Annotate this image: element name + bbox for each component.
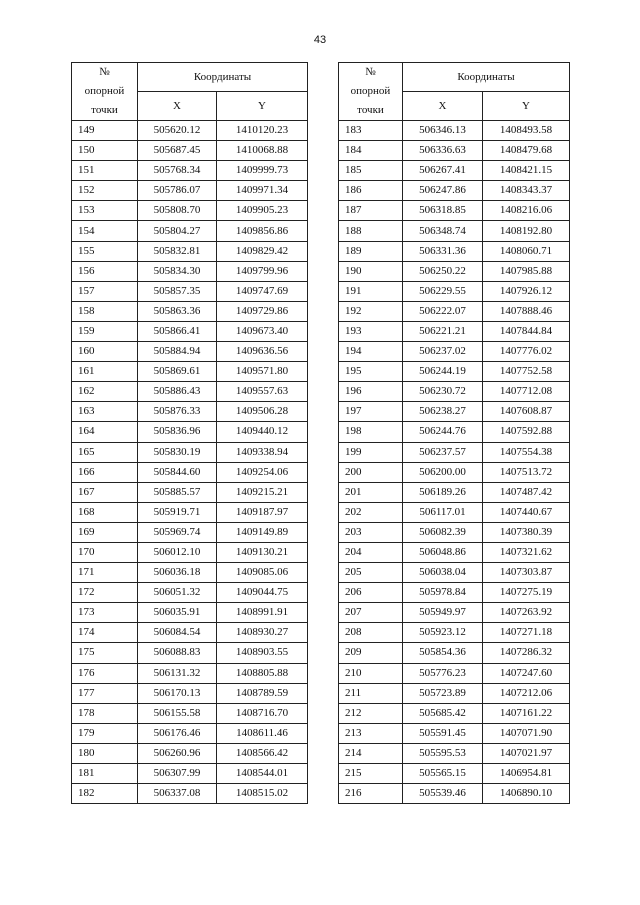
table-row — [339, 643, 570, 663]
x-coordinate-cell: 506348.74 — [403, 221, 483, 241]
y-coordinate-cell: 1407275.19 — [483, 583, 570, 603]
table-row — [72, 583, 308, 603]
x-coordinate-cell: 506012.10 — [138, 542, 217, 562]
table-row — [72, 723, 308, 743]
y-coordinate-cell: 1407487.42 — [483, 482, 570, 502]
y-coordinate-cell: 1409506.28 — [217, 402, 308, 422]
point-number-cell: 155 — [72, 241, 138, 261]
point-number-cell: 167 — [72, 482, 138, 502]
x-coordinate-cell: 505844.60 — [138, 462, 217, 482]
y-coordinate-cell: 1407303.87 — [483, 563, 570, 583]
x-coordinate-cell: 506346.13 — [403, 121, 483, 141]
x-coordinate-cell: 506035.91 — [138, 603, 217, 623]
point-number-cell: 180 — [72, 743, 138, 763]
point-number-cell: 182 — [72, 784, 138, 804]
point-number-header: № опорной точки — [72, 63, 138, 121]
x-coordinate-cell: 506082.39 — [403, 522, 483, 542]
point-number-cell: 169 — [72, 522, 138, 542]
table-row — [72, 563, 308, 583]
table-row — [72, 522, 308, 542]
point-number-cell: 207 — [339, 603, 403, 623]
y-coordinate-cell: 1408493.58 — [483, 121, 570, 141]
x-coordinate-cell: 505776.23 — [403, 663, 483, 683]
x-coordinate-cell: 505595.53 — [403, 743, 483, 763]
point-number-cell: 153 — [72, 201, 138, 221]
point-number-cell: 162 — [72, 382, 138, 402]
y-coordinate-cell: 1409149.89 — [217, 522, 308, 542]
table-row — [339, 362, 570, 382]
y-coordinate-cell: 1409799.96 — [217, 261, 308, 281]
table-row — [72, 663, 308, 683]
y-coordinate-cell: 1409085.06 — [217, 563, 308, 583]
point-number-cell: 152 — [72, 181, 138, 201]
point-number-cell: 159 — [72, 321, 138, 341]
table-row — [339, 261, 570, 281]
x-coordinate-cell: 506200.00 — [403, 462, 483, 482]
y-coordinate-cell: 1408789.59 — [217, 683, 308, 703]
y-coordinate-cell: 1407926.12 — [483, 281, 570, 301]
point-number-cell: 176 — [72, 663, 138, 683]
table-row — [72, 121, 308, 141]
y-coordinate-cell: 1409215.21 — [217, 482, 308, 502]
point-number-cell: 188 — [339, 221, 403, 241]
table-row — [72, 683, 308, 703]
y-coordinate-cell: 1409187.97 — [217, 502, 308, 522]
table-row — [72, 321, 308, 341]
table-row — [339, 321, 570, 341]
y-coordinate-cell: 1407776.02 — [483, 342, 570, 362]
point-number-cell: 172 — [72, 583, 138, 603]
y-coordinate-cell: 1407286.32 — [483, 643, 570, 663]
y-coordinate-cell: 1409557.63 — [217, 382, 308, 402]
x-coordinate-cell: 505854.36 — [403, 643, 483, 663]
x-coordinate-cell: 505768.34 — [138, 161, 217, 181]
point-number-cell: 192 — [339, 301, 403, 321]
x-coordinate-cell: 506048.86 — [403, 542, 483, 562]
table-row — [339, 482, 570, 502]
point-number-cell: 200 — [339, 462, 403, 482]
table-row — [339, 462, 570, 482]
table-row — [339, 382, 570, 402]
point-number-cell: 163 — [72, 402, 138, 422]
table-row — [72, 482, 308, 502]
point-number-cell: 189 — [339, 241, 403, 261]
table-row — [339, 623, 570, 643]
x-coordinate-cell: 506221.21 — [403, 321, 483, 341]
table-body-right — [339, 121, 570, 804]
y-coordinate-cell: 1409636.56 — [217, 342, 308, 362]
y-coordinate-cell: 1409044.75 — [217, 583, 308, 603]
y-coordinate-cell: 1407321.62 — [483, 542, 570, 562]
coordinates-header: Координаты — [403, 63, 570, 92]
point-number-cell: 199 — [339, 442, 403, 462]
y-coordinate-cell: 1408611.46 — [217, 723, 308, 743]
point-number-cell: 174 — [72, 623, 138, 643]
table-row — [72, 542, 308, 562]
x-coordinate-cell: 505869.61 — [138, 362, 217, 382]
table-row — [339, 181, 570, 201]
point-number-cell: 154 — [72, 221, 138, 241]
y-coordinate-cell: 1407592.88 — [483, 422, 570, 442]
table-row — [72, 764, 308, 784]
x-coordinate-cell: 506084.54 — [138, 623, 217, 643]
table-row — [72, 603, 308, 623]
table-row — [339, 522, 570, 542]
table-row — [72, 241, 308, 261]
x-coordinate-cell: 505857.35 — [138, 281, 217, 301]
y-coordinate-cell: 1408544.01 — [217, 764, 308, 784]
point-number-cell: 178 — [72, 703, 138, 723]
x-coordinate-cell: 506267.41 — [403, 161, 483, 181]
table-row — [339, 141, 570, 161]
table-row — [339, 723, 570, 743]
table-row — [72, 161, 308, 181]
table-row — [72, 301, 308, 321]
point-number-cell: 186 — [339, 181, 403, 201]
x-coordinate-cell: 506244.19 — [403, 362, 483, 382]
x-coordinate-cell: 505885.57 — [138, 482, 217, 502]
x-coordinate-cell: 505723.89 — [403, 683, 483, 703]
y-coordinate-cell: 1407608.87 — [483, 402, 570, 422]
table-row — [339, 241, 570, 261]
x-coordinate-cell: 505834.30 — [138, 261, 217, 281]
point-number-cell: 164 — [72, 422, 138, 442]
x-coordinate-cell: 505804.27 — [138, 221, 217, 241]
y-coordinate-cell: 1409905.23 — [217, 201, 308, 221]
x-coordinate-cell: 506170.13 — [138, 683, 217, 703]
y-coordinate-cell: 1407380.39 — [483, 522, 570, 542]
point-number-cell: 161 — [72, 362, 138, 382]
x-coordinate-cell: 506229.55 — [403, 281, 483, 301]
point-number-cell: 193 — [339, 321, 403, 341]
x-coordinate-cell: 506247.86 — [403, 181, 483, 201]
y-coordinate-cell: 1410068.88 — [217, 141, 308, 161]
table-row — [72, 261, 308, 281]
x-coordinate-cell: 505539.46 — [403, 784, 483, 804]
x-coordinate-cell: 506222.07 — [403, 301, 483, 321]
y-coordinate-cell: 1409673.40 — [217, 321, 308, 341]
table-row — [72, 623, 308, 643]
table-row — [339, 221, 570, 241]
y-coordinate-cell: 1408421.15 — [483, 161, 570, 181]
point-number-cell: 211 — [339, 683, 403, 703]
y-coordinate-cell: 1407712.08 — [483, 382, 570, 402]
x-coordinate-cell: 506318.85 — [403, 201, 483, 221]
y-coordinate-cell: 1410120.23 — [217, 121, 308, 141]
x-coordinate-cell: 506237.02 — [403, 342, 483, 362]
table-row — [72, 382, 308, 402]
table-row — [339, 301, 570, 321]
y-coordinate-cell: 1408060.71 — [483, 241, 570, 261]
x-coordinate-cell: 505687.45 — [138, 141, 217, 161]
x-coordinate-cell: 506230.72 — [403, 382, 483, 402]
point-number-cell: 183 — [339, 121, 403, 141]
point-number-cell: 205 — [339, 563, 403, 583]
table-row — [339, 784, 570, 804]
x-coordinate-cell: 505919.71 — [138, 502, 217, 522]
point-number-cell: 214 — [339, 743, 403, 763]
x-coordinate-cell: 506189.26 — [403, 482, 483, 502]
table-row — [72, 221, 308, 241]
point-number-cell: 170 — [72, 542, 138, 562]
x-coordinate-cell: 505884.94 — [138, 342, 217, 362]
coordinates-table-right — [338, 62, 570, 804]
y-coordinate-cell: 1409971.34 — [217, 181, 308, 201]
table-row — [72, 422, 308, 442]
point-number-cell: 202 — [339, 502, 403, 522]
x-coordinate-cell: 506117.01 — [403, 502, 483, 522]
table-row — [72, 703, 308, 723]
x-coordinate-cell: 506337.08 — [138, 784, 217, 804]
x-coordinate-cell: 506331.36 — [403, 241, 483, 261]
point-number-cell: 208 — [339, 623, 403, 643]
table-row — [72, 743, 308, 763]
table-row — [72, 342, 308, 362]
y-coordinate-cell: 1409254.06 — [217, 462, 308, 482]
x-coordinate-cell: 506088.83 — [138, 643, 217, 663]
x-coordinate-cell: 505969.74 — [138, 522, 217, 542]
y-coordinate-cell: 1407888.46 — [483, 301, 570, 321]
y-coordinate-cell: 1407752.58 — [483, 362, 570, 382]
y-coordinate-cell: 1407440.67 — [483, 502, 570, 522]
y-coordinate-cell: 1409856.86 — [217, 221, 308, 241]
point-number-cell: 187 — [339, 201, 403, 221]
y-coordinate-cell: 1409338.94 — [217, 442, 308, 462]
point-number-cell: 196 — [339, 382, 403, 402]
y-coordinate-cell: 1408805.88 — [217, 663, 308, 683]
point-number-cell: 184 — [339, 141, 403, 161]
x-coordinate-cell: 506176.46 — [138, 723, 217, 743]
point-number-cell: 160 — [72, 342, 138, 362]
point-number-cell: 156 — [72, 261, 138, 281]
x-coordinate-cell: 506336.63 — [403, 141, 483, 161]
y-coordinate-cell: 1407212.06 — [483, 683, 570, 703]
point-number-cell: 190 — [339, 261, 403, 281]
table-row — [339, 542, 570, 562]
y-coordinate-cell: 1407844.84 — [483, 321, 570, 341]
point-number-cell: 166 — [72, 462, 138, 482]
point-number-cell: 175 — [72, 643, 138, 663]
y-coordinate-cell: 1407247.60 — [483, 663, 570, 683]
table-row — [339, 422, 570, 442]
y-coordinate-cell: 1409729.86 — [217, 301, 308, 321]
point-number-cell: 157 — [72, 281, 138, 301]
table-row — [339, 161, 570, 181]
table-row — [339, 743, 570, 763]
point-number-cell: 185 — [339, 161, 403, 181]
table-row — [339, 201, 570, 221]
x-coordinate-cell: 506051.32 — [138, 583, 217, 603]
y-coordinate-cell: 1407513.72 — [483, 462, 570, 482]
point-number-cell: 149 — [72, 121, 138, 141]
table-row — [339, 703, 570, 723]
y-coordinate-cell: 1409829.42 — [217, 241, 308, 261]
y-coordinate-cell: 1407021.97 — [483, 743, 570, 763]
table-row — [72, 643, 308, 663]
x-coordinate-cell: 506238.27 — [403, 402, 483, 422]
y-coordinate-cell: 1407263.92 — [483, 603, 570, 623]
x-coordinate-cell: 505886.43 — [138, 382, 217, 402]
point-number-cell: 213 — [339, 723, 403, 743]
x-coordinate-cell: 505836.96 — [138, 422, 217, 442]
point-number-cell: 216 — [339, 784, 403, 804]
point-number-cell: 179 — [72, 723, 138, 743]
x-coordinate-cell: 505923.12 — [403, 623, 483, 643]
table-row — [72, 784, 308, 804]
x-coordinate-cell: 506237.57 — [403, 442, 483, 462]
y-coordinate-cell: 1407554.38 — [483, 442, 570, 462]
point-number-cell: 158 — [72, 301, 138, 321]
table-row — [339, 764, 570, 784]
x-column-header: X — [403, 92, 483, 121]
y-column-header: Y — [483, 92, 570, 121]
x-coordinate-cell: 506307.99 — [138, 764, 217, 784]
point-number-cell: 197 — [339, 402, 403, 422]
table-row — [339, 663, 570, 683]
point-number-cell: 210 — [339, 663, 403, 683]
point-number-cell: 215 — [339, 764, 403, 784]
x-coordinate-cell: 505832.81 — [138, 241, 217, 261]
table-row — [72, 462, 308, 482]
table-row — [339, 583, 570, 603]
table-row — [339, 121, 570, 141]
x-coordinate-cell: 506036.18 — [138, 563, 217, 583]
table-row — [72, 442, 308, 462]
x-coordinate-cell: 505866.41 — [138, 321, 217, 341]
y-coordinate-cell: 1408903.55 — [217, 643, 308, 663]
point-number-cell: 195 — [339, 362, 403, 382]
point-number-cell: 198 — [339, 422, 403, 442]
table-row — [72, 502, 308, 522]
table-row — [339, 563, 570, 583]
table-row — [72, 402, 308, 422]
table-body-left — [72, 121, 308, 804]
table-row — [339, 502, 570, 522]
x-column-header: X — [138, 92, 217, 121]
table-row — [339, 402, 570, 422]
table-row — [72, 141, 308, 161]
x-coordinate-cell: 505685.42 — [403, 703, 483, 723]
point-number-cell: 151 — [72, 161, 138, 181]
table-row — [339, 342, 570, 362]
y-coordinate-cell: 1408716.70 — [217, 703, 308, 723]
point-number-cell: 212 — [339, 703, 403, 723]
x-coordinate-cell: 505876.33 — [138, 402, 217, 422]
table-row — [72, 362, 308, 382]
x-coordinate-cell: 505620.12 — [138, 121, 217, 141]
table-row — [339, 683, 570, 703]
y-coordinate-cell: 1408991.91 — [217, 603, 308, 623]
y-coordinate-cell: 1408216.06 — [483, 201, 570, 221]
x-coordinate-cell: 506155.58 — [138, 703, 217, 723]
y-coordinate-cell: 1406954.81 — [483, 764, 570, 784]
page-number: 43 — [313, 34, 327, 46]
x-coordinate-cell: 505978.84 — [403, 583, 483, 603]
point-number-cell: 204 — [339, 542, 403, 562]
point-number-cell: 209 — [339, 643, 403, 663]
point-number-cell: 194 — [339, 342, 403, 362]
point-number-cell: 181 — [72, 764, 138, 784]
x-coordinate-cell: 506244.76 — [403, 422, 483, 442]
x-coordinate-cell: 506131.32 — [138, 663, 217, 683]
y-coordinate-cell: 1407161.22 — [483, 703, 570, 723]
y-coordinate-cell: 1408192.80 — [483, 221, 570, 241]
point-number-cell: 173 — [72, 603, 138, 623]
coordinates-header: Координаты — [138, 63, 308, 92]
y-coordinate-cell: 1407071.90 — [483, 723, 570, 743]
y-coordinate-cell: 1409440.12 — [217, 422, 308, 442]
x-coordinate-cell: 505808.70 — [138, 201, 217, 221]
point-number-cell: 150 — [72, 141, 138, 161]
y-coordinate-cell: 1407271.18 — [483, 623, 570, 643]
y-coordinate-cell: 1406890.10 — [483, 784, 570, 804]
x-coordinate-cell: 505565.15 — [403, 764, 483, 784]
point-number-cell: 171 — [72, 563, 138, 583]
point-number-cell: 206 — [339, 583, 403, 603]
point-number-cell: 168 — [72, 502, 138, 522]
table-row — [72, 281, 308, 301]
y-coordinate-cell: 1409999.73 — [217, 161, 308, 181]
x-coordinate-cell: 505591.45 — [403, 723, 483, 743]
point-number-cell: 203 — [339, 522, 403, 542]
table-row — [339, 442, 570, 462]
y-coordinate-cell: 1408930.27 — [217, 623, 308, 643]
x-coordinate-cell: 505949.97 — [403, 603, 483, 623]
point-number-header: № опорной точки — [339, 63, 403, 121]
y-coordinate-cell: 1408515.02 — [217, 784, 308, 804]
coordinates-table-left — [71, 62, 308, 804]
table-row — [339, 281, 570, 301]
y-coordinate-cell: 1409130.21 — [217, 542, 308, 562]
x-coordinate-cell: 505830.19 — [138, 442, 217, 462]
point-number-cell: 191 — [339, 281, 403, 301]
y-coordinate-cell: 1409747.69 — [217, 281, 308, 301]
x-coordinate-cell: 505863.36 — [138, 301, 217, 321]
point-number-cell: 165 — [72, 442, 138, 462]
table-row — [72, 201, 308, 221]
x-coordinate-cell: 506260.96 — [138, 743, 217, 763]
x-coordinate-cell: 506250.22 — [403, 261, 483, 281]
point-number-cell: 201 — [339, 482, 403, 502]
point-number-cell: 177 — [72, 683, 138, 703]
y-coordinate-cell: 1408566.42 — [217, 743, 308, 763]
table-row — [72, 181, 308, 201]
x-coordinate-cell: 506038.04 — [403, 563, 483, 583]
y-coordinate-cell: 1408479.68 — [483, 141, 570, 161]
y-coordinate-cell: 1407985.88 — [483, 261, 570, 281]
x-coordinate-cell: 505786.07 — [138, 181, 217, 201]
y-coordinate-cell: 1408343.37 — [483, 181, 570, 201]
y-column-header: Y — [217, 92, 308, 121]
table-row — [339, 603, 570, 623]
y-coordinate-cell: 1409571.80 — [217, 362, 308, 382]
